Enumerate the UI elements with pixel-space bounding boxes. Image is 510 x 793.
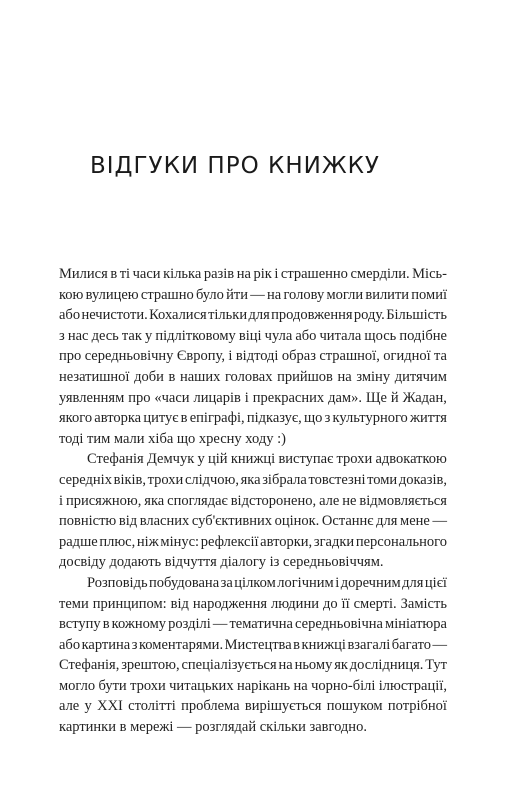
review-text — [59, 264, 447, 738]
text-line: могло бути трохи читацьких нарікань на чорно-білі ілюстрації, — [59, 677, 447, 694]
text-line: Розповідь побудована за цілком логічним і доречним для цієї — [87, 574, 447, 591]
text-line: Стефанія, зрештою, спеціалізується на ньому як дослідниця. Тут — [59, 657, 447, 674]
text-line: кою вулицею страшно було йти — на голову могли вилити помиї — [59, 286, 447, 303]
text-line: з нас десь так у підлітковому віці чула або читала щось подібне — [59, 327, 447, 344]
paragraph — [59, 449, 447, 573]
text-line: теми принципом: від народження людини до її смерті. Замість — [59, 595, 447, 612]
text-line: радше плюс, ніж мінус: рефлексії авторки, згадки персонального — [59, 533, 447, 550]
text-line: про середньовічну Європу, і відтоді образ страшної, огидної та — [59, 348, 447, 365]
text-line: картинки в мережі — розглядай скільки завгодно. — [59, 719, 367, 736]
text-line: або картина з коментарями. Мистецтва в книжці взагалі багато — — [59, 636, 447, 653]
text-line: тоді тим мали хіба що хресну ходу :) — [59, 430, 286, 447]
text-line: якого авторка цитує в епіграфі, підказує, що з культурного життя — [59, 410, 447, 427]
text-line: але у XXI столітті проблема вирішується пошуком потрібної — [59, 698, 447, 715]
paragraph — [59, 573, 447, 738]
text-line: або нечистоти. Кохалися тільки для продовження роду. Більшість — [59, 307, 447, 324]
text-line: Стефанія Демчук у цій книжці виступає трохи адвокаткою — [87, 451, 447, 468]
paragraph — [59, 264, 447, 449]
text-line: уявленням про «часи лицарів і прекрасних дам». Ще й Жадан, — [59, 389, 447, 406]
text-line: Милися в ті часи кілька разів на рік і страшенно смерділи. Місь- — [59, 266, 447, 282]
page-title: ВІДГУКИ ПРО КНИЖКУ — [90, 153, 380, 179]
text-line: незатишної доби в наших головах прийшов на зміну дитячим — [59, 368, 447, 385]
text-line: вступу в кожному розділі — тематична середньовічна мініатюра — [59, 616, 447, 633]
text-line: повністю від власних суб'єктивних оцінок. Останнє для мене — — [59, 513, 447, 530]
text-line: середніх віків, трохи слідчою, яка зібрала товстезні томи доказів, — [59, 471, 447, 488]
text-line: і присяжною, яка споглядає відсторонено, але не відмовляється — [59, 492, 447, 509]
text-line: досвіду додають відчуття діалогу із середньовіччям. — [59, 554, 384, 571]
